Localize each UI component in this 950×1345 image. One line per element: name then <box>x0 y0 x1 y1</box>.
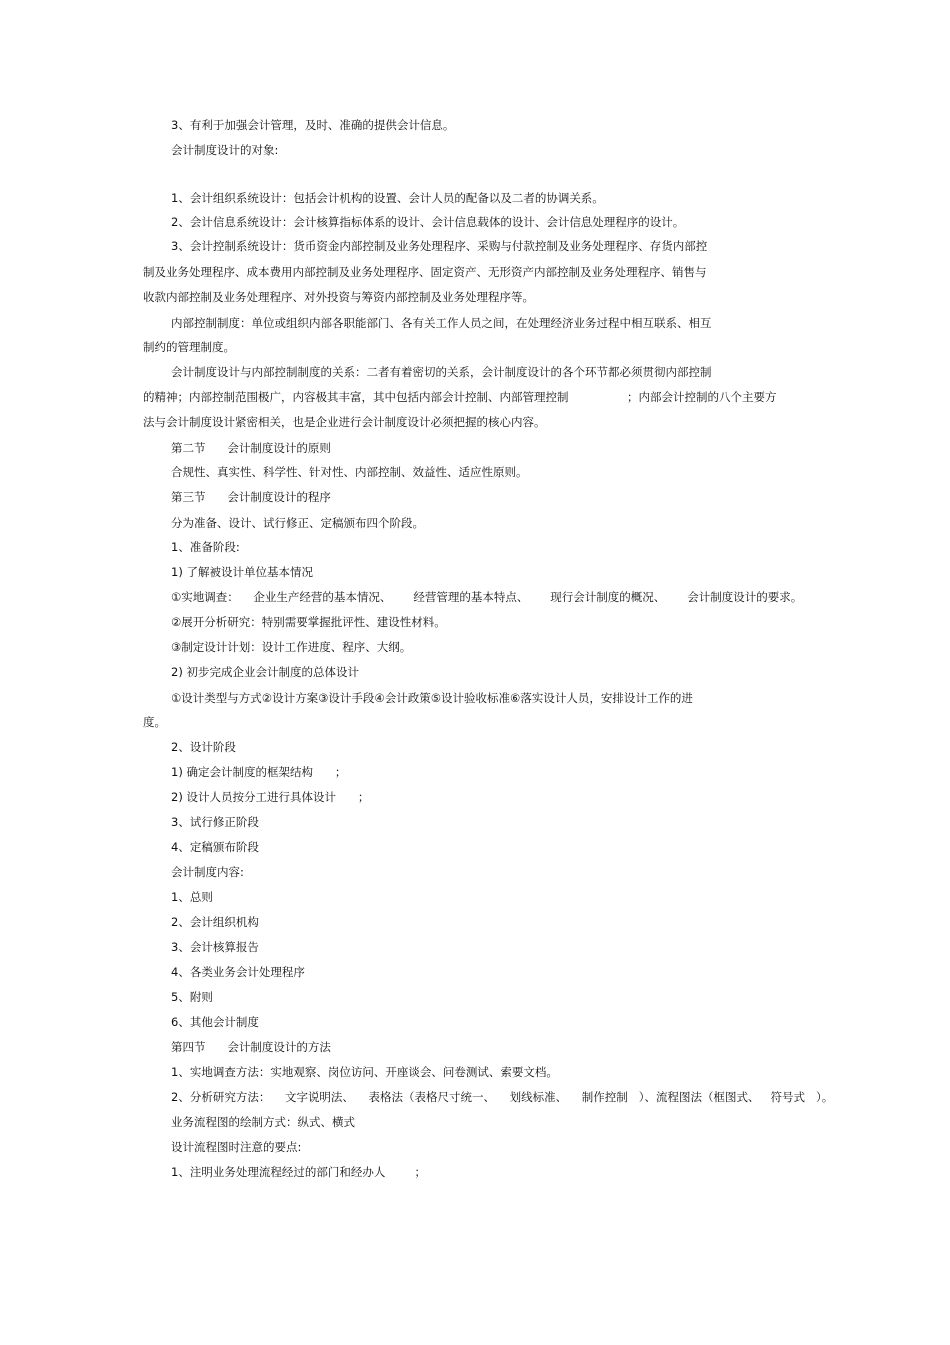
section-heading: 第二节 会计制度设计的原则 <box>171 441 331 455</box>
text-line: 2、分析研究方法： 文字说明法、 表格法（表格尺寸统一、 划线标准、 制作控制 ）、流程图法（框图式、 符号式 ）。 <box>171 1090 834 1104</box>
list-item: 5、附则 <box>171 990 213 1004</box>
text-line: 会计制度设计的对象: <box>171 143 279 157</box>
list-item: 6、其他会计制度 <box>171 1015 259 1029</box>
text-line: 3、会计控制系统设计：货币资金内部控制及业务处理程序、采购与付款控制及业务处理程序、存货内部控 <box>171 239 708 253</box>
text-line: 法与会计制度设计紧密相关，也是企业进行会计制度设计必须把握的核心内容。 <box>143 415 546 429</box>
text-line: 设计流程图时注意的要点: <box>171 1140 302 1154</box>
text-line: 1、实地调查方法：实地观察、岗位访问、开座谈会、问卷测试、索要文档。 <box>171 1065 558 1079</box>
list-item: 4、各类业务会计处理程序 <box>171 965 305 979</box>
text-line: 收款内部控制及业务处理程序、对外投资与筹资内部控制及业务处理程序等。 <box>143 290 534 304</box>
text-line: 2、设计阶段 <box>171 740 236 754</box>
text-line: 3、有利于加强会计管理，及时、准确的提供会计信息。 <box>171 118 455 132</box>
text-line: 2) 初步完成企业会计制度的总体设计 <box>171 665 359 679</box>
text-line: 1、注明业务处理流程经过的部门和经办人 ； <box>171 1165 427 1179</box>
text-line: 4、定稿颁布阶段 <box>171 840 259 854</box>
text-line: 1、会计组织系统设计：包括会计机构的设置、会计人员的配备以及二者的协调关系。 <box>171 191 604 205</box>
list-item: 3、会计核算报告 <box>171 940 259 954</box>
list-item: 1、总则 <box>171 890 213 904</box>
text-line: 1) 确定会计制度的框架结构 ； <box>171 765 347 779</box>
text-line: 制及业务处理程序、成本费用内部控制及业务处理程序、固定资产、无形资产内部控制及业务处理程序、销售与 <box>143 265 707 279</box>
text-line: 1) 了解被设计单位基本情况 <box>171 565 313 579</box>
text-line: 合规性、真实性、科学性、针对性、内部控制、效益性、适应性原则。 <box>171 465 528 479</box>
text-line: 的精神；内部控制范围极广，内容极其丰富，其中包括内部会计控制、内部管理控制 ；内部会计控制的八个主要方 <box>143 390 777 404</box>
text-line: 会计制度设计与内部控制制度的关系：二者有着密切的关系，会计制度设计的各个环节都必须贯彻内部控制 <box>171 365 712 379</box>
list-item: 2、会计组织机构 <box>171 915 259 929</box>
text-line: 2) 设计人员按分工进行具体设计 ； <box>171 790 370 804</box>
text-line: 3、试行修正阶段 <box>171 815 259 829</box>
text-line: 制约的管理制度。 <box>143 340 235 354</box>
text-line: ②展开分析研究：特别需要掌握批评性、建设性材料。 <box>171 615 446 629</box>
text-line: 业务流程图的绘制方式：纵式、横式 <box>171 1115 355 1129</box>
text-line: 度。 <box>143 715 166 729</box>
text-line: 2、会计信息系统设计：会计核算指标体系的设计、会计信息载体的设计、会计信息处理程序的设计。 <box>171 215 685 229</box>
text-line: 会计制度内容: <box>171 865 244 879</box>
section-heading: 第四节 会计制度设计的方法 <box>171 1040 331 1054</box>
text-line: ③制定设计计划：设计工作进度、程序、大纲。 <box>171 640 412 654</box>
section-heading: 第三节 会计制度设计的程序 <box>171 490 331 504</box>
text-line: ①实地调查： 企业生产经营的基本情况、 经营管理的基本特点、 现行会计制度的概况、 会计制度设计的要求。 <box>171 590 803 604</box>
text-line: 内部控制制度：单位或组织内部各职能部门、各有关工作人员之间，在处理经济业务过程中相互联系、相互 <box>171 316 712 330</box>
text-line: ①设计类型与方式②设计方案③设计手段④会计政策⑤设计验收标准⑥落实设计人员，安排设计工作的进 <box>171 691 693 705</box>
text-line: 1、准备阶段: <box>171 540 240 554</box>
text-line: 分为准备、设计、试行修正、定稿颁布四个阶段。 <box>171 516 424 530</box>
